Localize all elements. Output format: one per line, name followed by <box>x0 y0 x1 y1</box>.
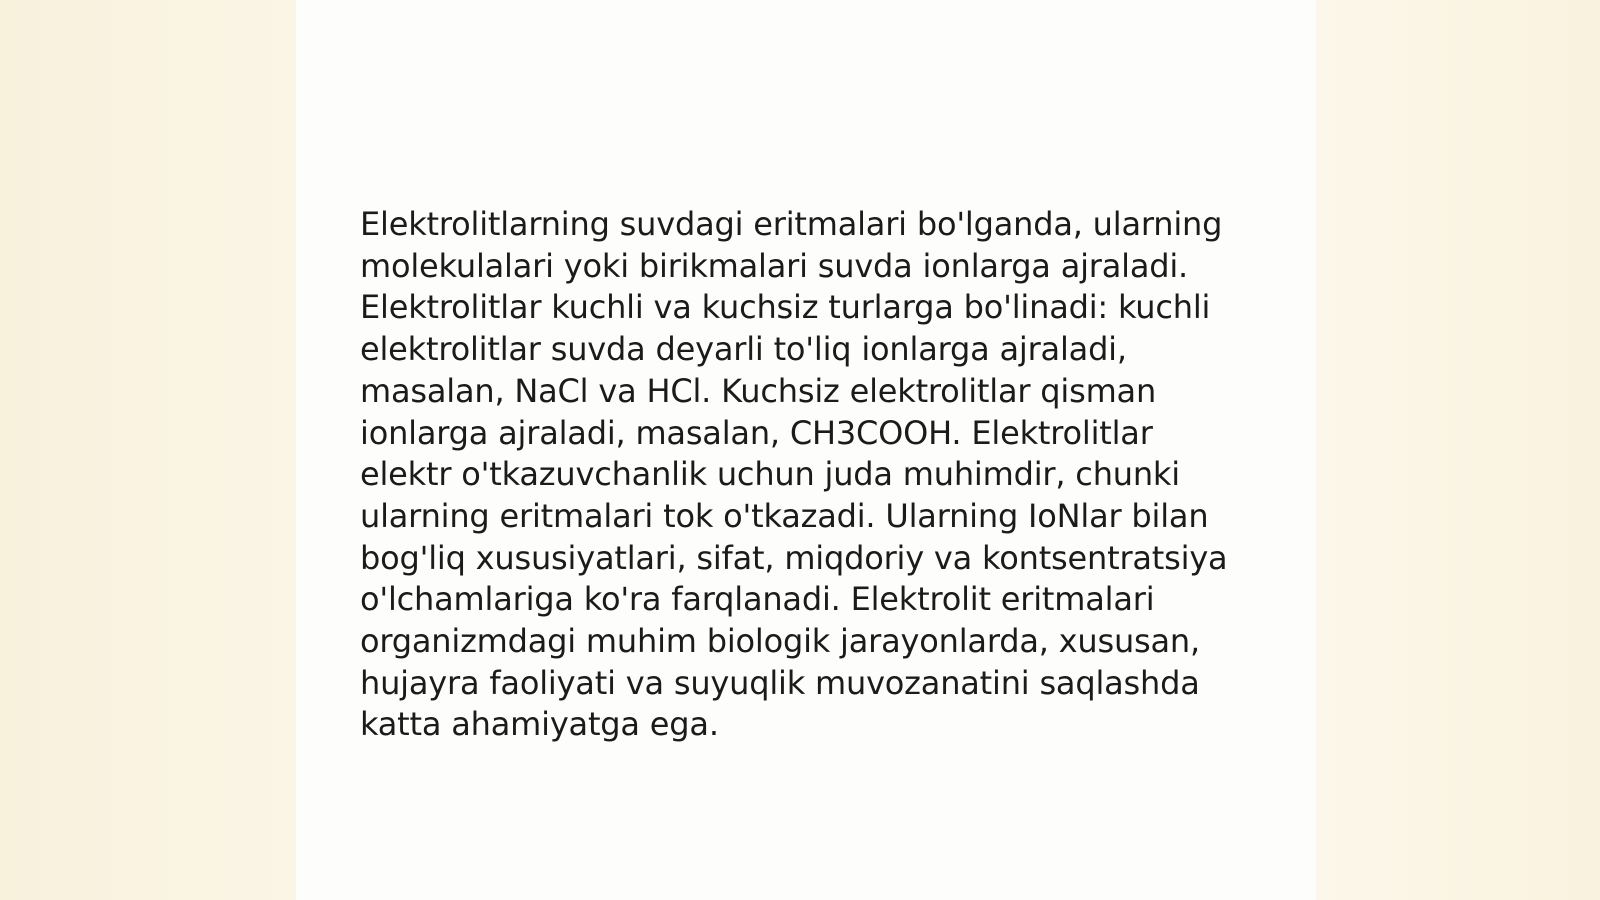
background-left-panel <box>0 0 296 900</box>
slide <box>296 0 1316 900</box>
background-right-panel <box>1316 0 1600 900</box>
slide-body-text: Elektrolitlarning suvdagi eritmalari bo'lganda, ularning molekulalari yoki birikmalari suvda ionlarga ajraladi. Elektrolitlar kuchli va kuchsiz turlarga bo'linadi: kuchli elektrolitlar suvda deyarli to'liq ionlarga ajraladi, masalan, NaCl va HCl. Kuchsiz elektrolitlar qisman ionlarga ajraladi, masalan, CH3COOH. Elektrolitlar elektr o'tkazuvchanlik uchun juda muhimdir, chunki ularning eritmalari tok o'tkazadi. Ularning IoNlar bilan bog'liq xususiyatlari, sifat, miqdoriy va kontsentratsiya o'lchamlariga ko'ra farqlanadi. Elektrolit eritmalari organizmdagi muhim biologik jarayonlarda, xususan, hujayra faoliyati va suyuqlik muvozanatini saqlashda katta ahamiyatga ega. <box>360 205 1228 744</box>
